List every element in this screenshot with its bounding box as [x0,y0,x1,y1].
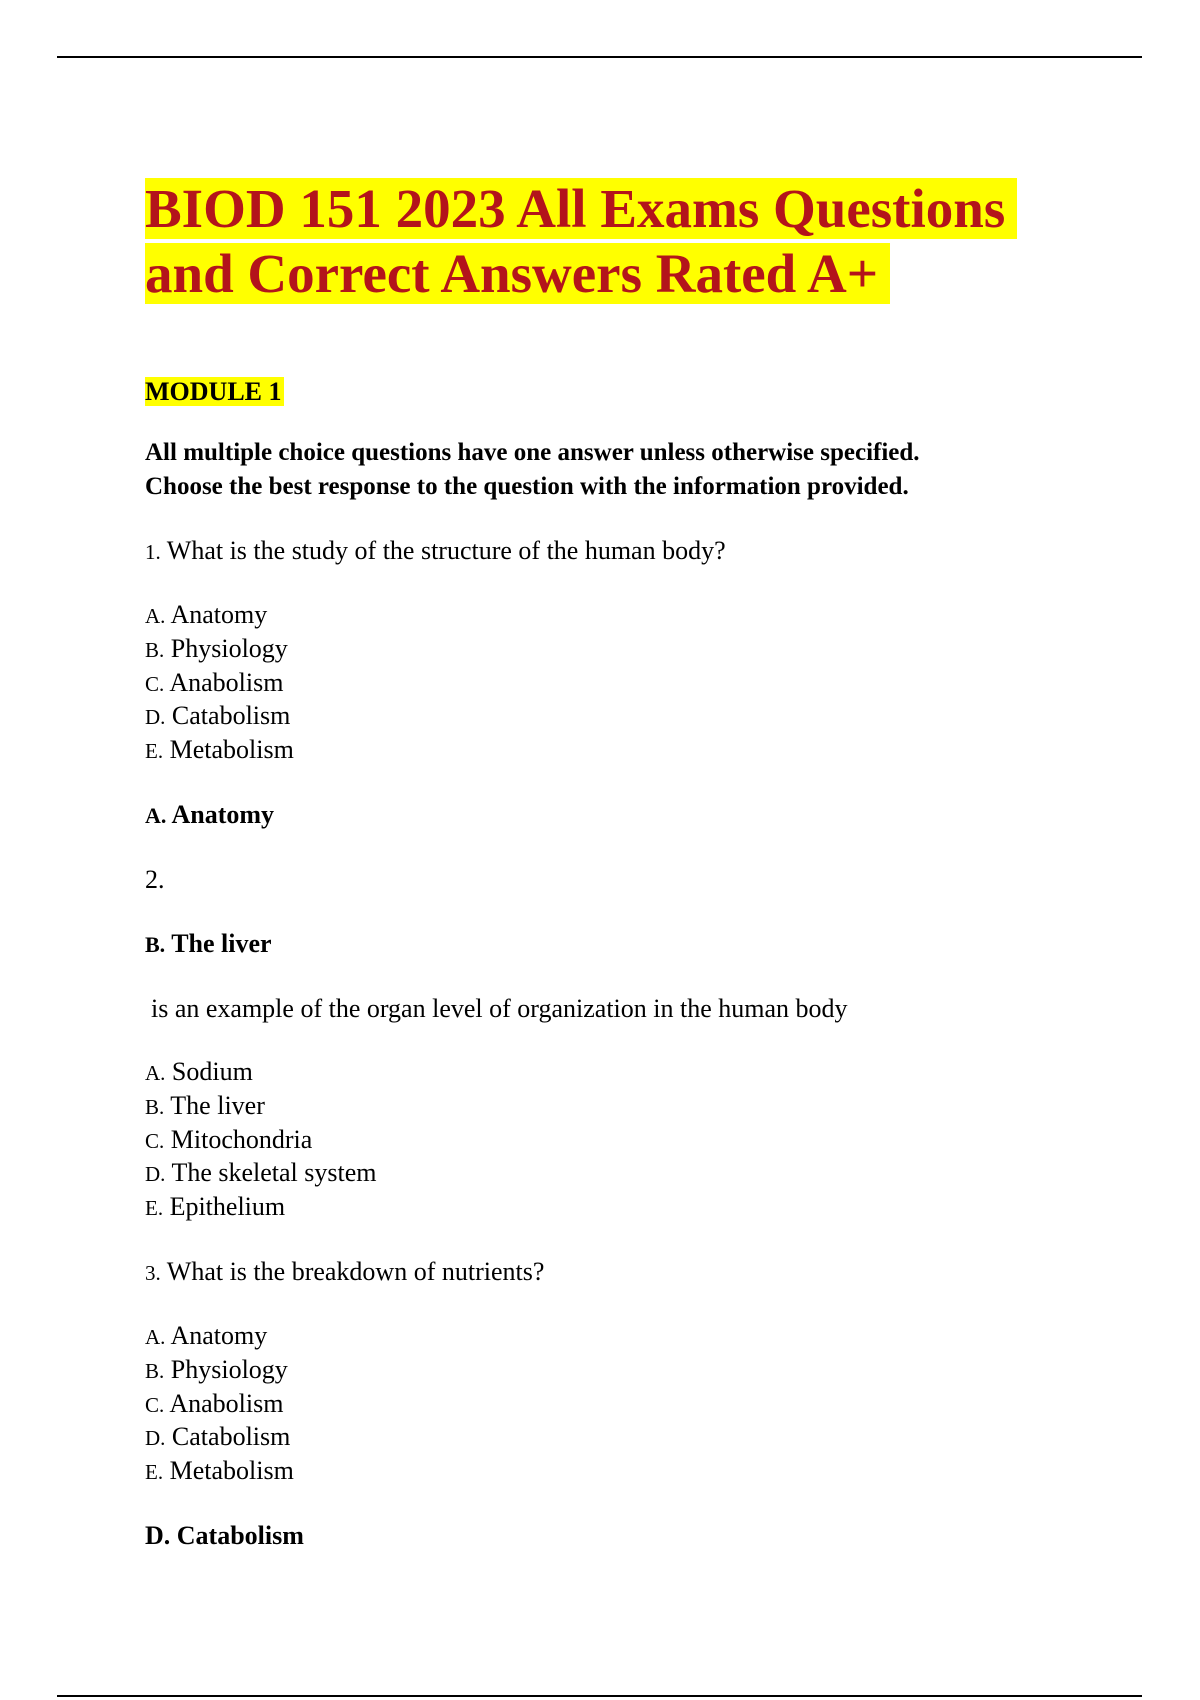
option-text: Anabolism [164,667,284,697]
answer-letter: A. [145,802,167,828]
option-d [145,1157,1095,1191]
question-3-answer [145,1519,1095,1553]
instructions-line-1: All multiple choice questions have one answer unless otherwise specified. [145,439,920,466]
option-c [145,667,1095,701]
option-letter: C. [145,1392,165,1417]
instructions [145,436,1095,504]
option-letter: E. [145,739,164,764]
option-text: Physiology [164,633,288,663]
option-text: Anatomy [165,600,268,629]
instructions-line-2: Choose the best response to the question with the information provided. [145,473,909,500]
option-letter: B. [145,1358,165,1383]
document-body [145,176,1095,1553]
option-b [145,1090,1095,1124]
option-a [145,599,1095,633]
option-letter: A. [145,1324,166,1349]
option-text: Sodium [165,1056,253,1086]
option-e [145,1455,1095,1489]
question-text: What is the breakdown of nutrients? [160,1256,545,1286]
option-letter: B. [145,637,165,662]
question-number: 1. [145,540,161,564]
question-2-answer [145,927,1095,962]
option-text: Epithelium [163,1192,286,1222]
option-text: Anabolism [164,1388,284,1418]
option-text: The skeletal system [165,1158,377,1188]
option-c [145,1124,1095,1158]
option-letter: C. [145,1128,165,1153]
option-e [145,1191,1095,1225]
option-d [145,700,1095,734]
option-b [145,633,1095,667]
question-1 [145,534,1095,569]
title-line-1: BIOD 151 2023 All Exams Questions [145,178,1017,239]
option-d [145,1421,1095,1455]
bottom-rule [57,1695,1142,1697]
option-letter: E. [145,1460,164,1485]
question-number: 3. [145,1260,161,1285]
question-3-options [145,1320,1095,1489]
option-letter: C. [145,671,165,696]
question-3 [145,1255,1095,1290]
option-letter: D. [145,1162,166,1187]
option-text: Metabolism [163,1456,294,1486]
question-2-stem: is an example of the organ level of organization in the human body [151,993,848,1023]
option-letter: A. [145,604,166,628]
module-label: MODULE 1 [145,377,282,406]
option-letter: D. [145,1426,166,1451]
option-text: Catabolism [165,1422,291,1452]
module-heading [145,376,1095,408]
top-rule [57,56,1142,58]
question-2-number: 2. [145,864,165,894]
question-1-answer [145,798,1095,833]
option-text: Catabolism [165,701,291,731]
document-title [145,176,1095,306]
question-2-options [145,1056,1095,1225]
option-letter: E. [145,1196,164,1221]
answer-letter: B. [145,931,166,957]
question-1-options [145,599,1095,768]
answer-text: Catabolism [170,1520,304,1550]
option-b [145,1354,1095,1388]
option-text: Metabolism [163,735,294,765]
option-e [145,734,1095,768]
answer-text: Anatomy [166,799,275,829]
option-letter: D. [145,705,166,730]
option-letter: A. [145,1060,166,1085]
option-letter: B. [145,1094,165,1119]
option-text: Physiology [164,1354,288,1384]
option-a [145,1056,1095,1090]
option-text: Anatomy [165,1320,268,1350]
answer-text: The liver [165,928,272,958]
option-a [145,1320,1095,1354]
option-text: Mitochondria [164,1124,313,1154]
option-c [145,1388,1095,1422]
title-line-2: and Correct Answers Rated A+ [145,243,890,304]
option-text: The liver [164,1090,265,1120]
answer-letter: D. [145,1520,171,1550]
question-text: What is the study of the structure of the human body? [160,536,726,565]
